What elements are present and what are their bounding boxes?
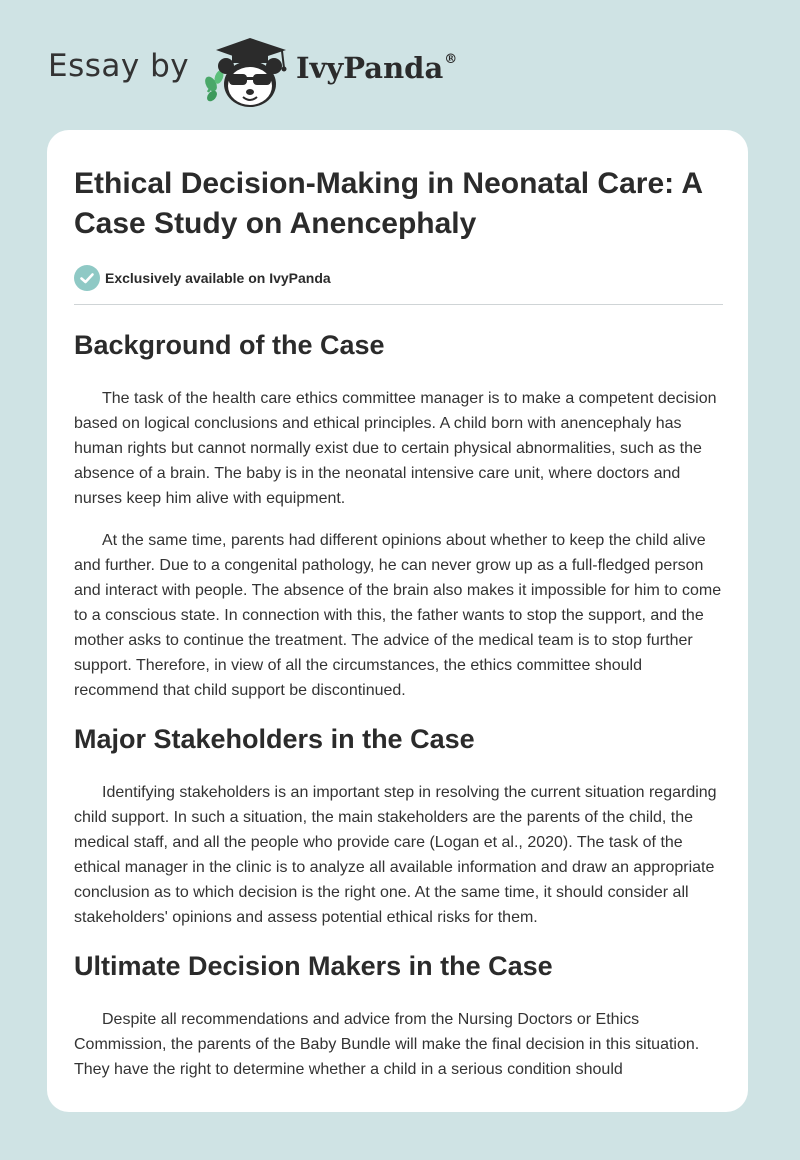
paragraph: Despite all recommendations and advice from the Nursing Doctors or Ethics Commission, the parents of the Baby Bundle will make the final decision in this situation. They have the right to determine whether a child in a serious condition should bbox=[74, 1011, 700, 1078]
article-content bbox=[74, 164, 723, 1082]
section-heading-stakeholders: Major Stakeholders in the Case bbox=[74, 724, 475, 754]
exclusive-badge-text: Exclusively available on IvyPanda bbox=[105, 270, 331, 286]
divider bbox=[74, 304, 723, 305]
panda-logo-icon[interactable] bbox=[198, 34, 298, 110]
section-body-stakeholders bbox=[74, 780, 723, 930]
check-circle-icon bbox=[74, 265, 100, 291]
paragraph: Identifying stakeholders is an important step in resolving the current situation regarding child support. In such a situation, the main stakeholders are the parents of the child, the medical staff, and all the people who provide care (Logan et al., 2020). The task of the ethical manager in the clinic is to analyze all available information and draw an appropriate conclusion as to which decision is the right one. At the same time, it should consider all stakeholders' opinions and assess potential ethical risks for them. bbox=[74, 784, 717, 926]
section-heading-background: Background of the Case bbox=[74, 330, 385, 360]
exclusive-badge bbox=[74, 264, 723, 292]
article-title: Ethical Decision-Making in Neonatal Care: A Case Study on Anencephaly bbox=[74, 167, 702, 240]
section-heading-decision-makers: Ultimate Decision Makers in the Case bbox=[74, 951, 553, 981]
article-card bbox=[47, 130, 748, 1112]
paragraph: At the same time, parents had different opinions about whether to keep the child alive and further. Due to a congenital pathology, he can never grow up as a full-fledged person and interact with people. The absence of the brain also makes it impossible for him to come to a conscious state. In connection with this, the father wants to stop the support, and the mother asks to continue the treatment. The advice of the medical team is to stop further support. Therefore, in view of all the circumstances, the ethics committee should recommend that child support be discontinued. bbox=[74, 532, 722, 699]
paragraph: The task of the health care ethics committee manager is to make a competent decision based on logical conclusions and ethical principles. A child born with anencephaly has human rights but cannot normally exist due to certain physical abnormalities, such as the absence of a brain. The baby is in the neonatal intensive care unit, where doctors and nurses keep him alive with equipment. bbox=[74, 390, 717, 507]
section-body-decision-makers bbox=[74, 1007, 723, 1082]
brand-text: IvyPanda bbox=[296, 51, 444, 85]
site-header bbox=[0, 0, 800, 130]
essay-by-label: Essay by bbox=[48, 48, 190, 84]
brand-name[interactable] bbox=[296, 51, 457, 85]
registered-mark: ® bbox=[444, 52, 458, 67]
section-body-background bbox=[74, 386, 723, 703]
